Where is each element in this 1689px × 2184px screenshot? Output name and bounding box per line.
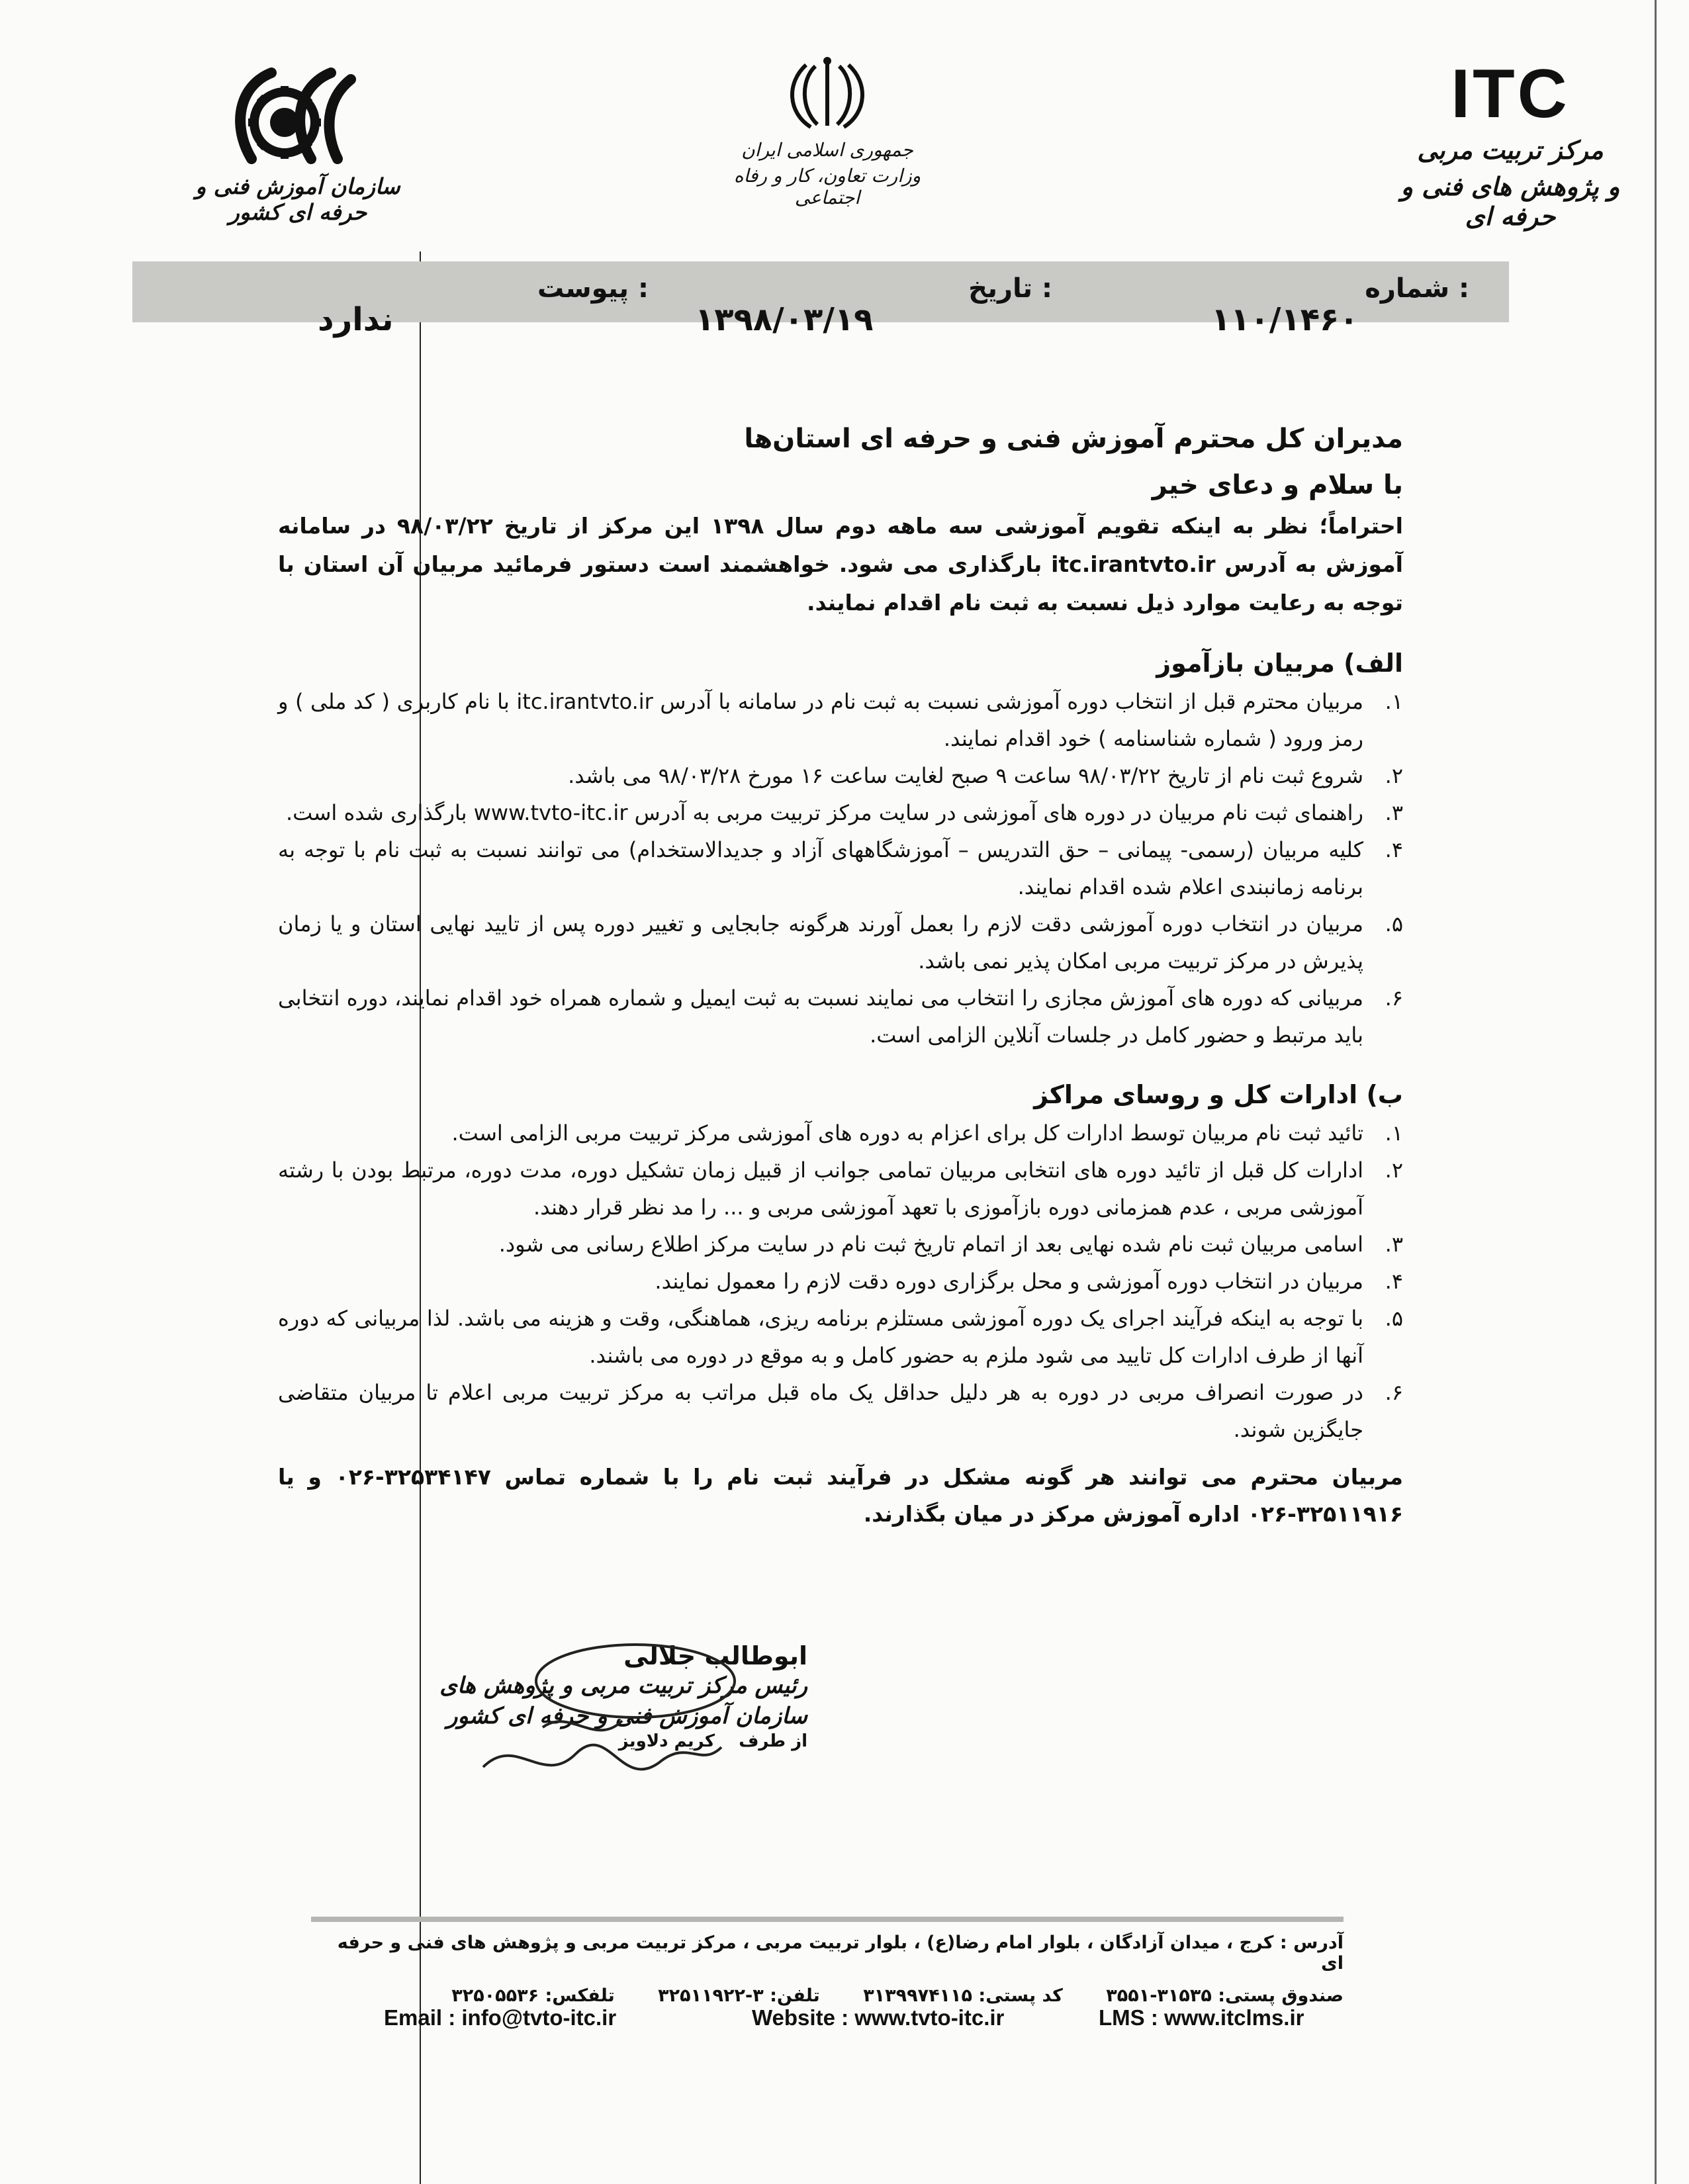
handwritten-signature-icon	[463, 1635, 741, 1807]
signer-title-line2: سازمان آموزش فنی و حرفه ای کشور	[446, 1703, 807, 1729]
ministry-line: وزارت تعاون، کار و رفاه اجتماعی	[733, 165, 921, 208]
list-item: ۳. اسامی مربیان ثبت نام شده نهایی بعد از اتمام تاریخ ثبت نام در سایت مرکز اطلاع رسانی می شود.	[498, 1232, 1403, 1257]
tvto-name: سازمان آموزش فنی و حرفه ای کشور	[195, 173, 400, 225]
list-item: ۶. در صورت انصراف مربی در دوره به هر دلیل حداقل یک ماه قبل مراتب به مرکز تربیت مربی اعلام تا مربیان متقاضی جایگزین شوند.	[278, 1380, 1403, 1442]
list-item: ۴. کلیه مربیان (رسمی- پیمانی – حق التدریس – آموزشگاههای آزاد و جدیدالاستخدام) می توانند نسبت به ثبت نام با توجه به برنامه زمانبندی اعلام شده اقدام نمایند.	[278, 837, 1403, 899]
attachment-label: پیوست :	[537, 273, 649, 304]
closing-paragraph: مربیان محترم می توانند هر گونه مشکل در فرآیند ثبت نام را با شماره تماس ۳۲۵۳۴۱۴۷-۰۲۶ و یا ۳۲۵۱۱۹۱۶-۰۲۶ اداره آموزش مرکز در میان بگذارند.	[278, 1464, 1403, 1527]
footer-divider	[311, 1917, 1344, 1922]
signature-block	[437, 1641, 807, 1751]
number-label: شماره :	[1365, 273, 1469, 304]
list-item: ۵. مربیان در انتخاب دوره آموزشی دقت لازم را بعمل آورند هرگونه جابجایی و تغییر دوره پس از تایید نهایی استان و یا زمان پذیرش در مرکز تربیت مربی امکان پذیر نمی باشد.	[278, 911, 1403, 974]
intro-paragraph: احتراماً؛ نظر به اینکه تقویم آموزشی سه ماهه دوم سال ۱۳۹۸ این مرکز از تاریخ ۹۸/۰۳/۲۲ در سامانه آموزش به آدرس itc.irantvto.ir بارگذاری می شود. خواهشمند است دستور فرمائید مربیان آن استان با توجه به رعایت موارد ذیل نسبت به ثبت نام اقدام نمایند.	[278, 513, 1403, 615]
footer-address	[311, 1933, 1344, 2006]
list-item: ۱. مربیان محترم قبل از انتخاب دوره آموزشی نسبت به ثبت نام در سامانه با آدرس itc.irantvto.ir با نام کاربری ( کد ملی ) و رمز ورود ( شماره شناسنامه ) خود اقدام نمایند.	[278, 689, 1403, 751]
list-item: ۱. تائید ثبت نام مربیان توسط ادارات کل برای اعزام به دوره های آموزشی مرکز تربیت مربی الزامی است.	[451, 1120, 1403, 1146]
list-item: ۲. شروع ثبت نام از تاریخ ۹۸/۰۳/۲۲ ساعت ۹ صبح لغایت ساعت ۱۶ مورخ ۹۸/۰۳/۲۸ می باشد.	[568, 763, 1403, 788]
lms-link[interactable]: LMS : www.itclms.ir	[1099, 2005, 1304, 2030]
section-a-list	[278, 683, 1403, 1054]
itc-logo-text: ITC	[1451, 56, 1570, 132]
country-line: جمهوری اسلامی ایران	[741, 139, 913, 161]
postal-code: کد پستی: ۳۱۳۹۹۷۴۱۱۵	[863, 1985, 1063, 2006]
website-link[interactable]: Website : www.tvto-itc.ir	[752, 2005, 1005, 2030]
number-value: ۱۱۰/۱۴۶۰	[1211, 301, 1359, 338]
phone: تلفن: ۳-۳۲۵۱۱۹۲۲	[658, 1985, 820, 2006]
tvto-header	[185, 60, 410, 225]
list-item: ۳. راهنمای ثبت نام مربیان در دوره های آموزشی در سایت مرکز تربیت مربی به آدرس www.tvto-itc.ir بارگذاری شده است.	[286, 800, 1403, 825]
page-edge-line	[1655, 0, 1657, 2184]
footer-web	[384, 2005, 1324, 2038]
attachment-value: ندارد	[318, 301, 394, 338]
section-b-title: ب) ادارات کل و روسای مراکز	[1034, 1080, 1403, 1109]
on-behalf-label: از طرف	[739, 1731, 807, 1751]
signer-name: ابوطالب جلالی	[623, 1641, 807, 1670]
itc-header	[1391, 56, 1629, 231]
list-item: ۵. با توجه به اینکه فرآیند اجرای یک دوره آموزشی مستلزم برنامه ریزی، هماهنگی، وقت و هزینه می باشد. لذا مربیانی که دوره آنها از طرف ادارات کل تایید می شود ملزم به حضور کامل و به موقع در دوره می باشند.	[278, 1306, 1403, 1368]
address-line: آدرس : کرج ، میدان آزادگان ، بلوار امام رضا(ع) ، بلوار تربیت مربی ، مرکز تربیت مربی و پژوهش های فنی و حرفه ای	[337, 1933, 1344, 1974]
greeting: با سلام و دعای خیر	[1152, 470, 1403, 500]
list-item: ۴. مربیان در انتخاب دوره آموزشی و محل برگزاری دوره دقت لازم را معمول نمایند.	[655, 1269, 1403, 1294]
po-box: صندوق پستی: ۳۱۵۳۵-۳۵۵۱	[1106, 1985, 1344, 2006]
signer-alt-name: کریم دلاویز	[618, 1731, 715, 1751]
org-name-line1: مرکز تربیت مربی	[1417, 135, 1604, 165]
signer-title-line1: رئیس مرکز تربیت مربی و پژوهش های	[439, 1672, 807, 1699]
org-name-line2: و پژوهش های فنی و حرفه ای	[1400, 171, 1620, 231]
section-a-title: الف) مربیان بازآموز	[1156, 649, 1403, 678]
tvto-gear-logo-icon	[212, 60, 384, 165]
section-b-list	[278, 1115, 1403, 1448]
email-link[interactable]: Email : info@tvto-itc.ir	[384, 2005, 617, 2030]
addressee: مدیران کل محترم آموزش فنی و حرفه ای استان‌ها	[744, 424, 1403, 454]
iran-emblem-icon	[781, 53, 874, 132]
date-label: تاریخ :	[968, 273, 1052, 304]
list-item: ۶. مربیانی که دوره های آموزش مجازی را انتخاب می نمایند نسبت به ثبت ایمیل و شماره همراه خود اقدام نمایند، دوره انتخابی باید مرتبط و حضور کامل در جلسات آنلاین الزامی است.	[278, 985, 1403, 1048]
letter-body	[278, 424, 1403, 1533]
date-value: ۱۳۹۸/۰۳/۱۹	[695, 301, 874, 338]
list-item: ۲. ادارات کل قبل از تائید دوره های انتخابی مربیان تمامی جوانب از قبیل زمان تشکیل دوره، مدت دوره، مرتبط بودن با رشته آموزشی مربی ، عدم همزمانی دوره بازآموزی با تعهد آموزشی مربی و ... را مد نظر قرار دهند.	[278, 1158, 1403, 1220]
fax: تلفکس: ۳۲۵۰۵۵۳۶	[451, 1985, 615, 2006]
emblem-header	[715, 53, 940, 208]
